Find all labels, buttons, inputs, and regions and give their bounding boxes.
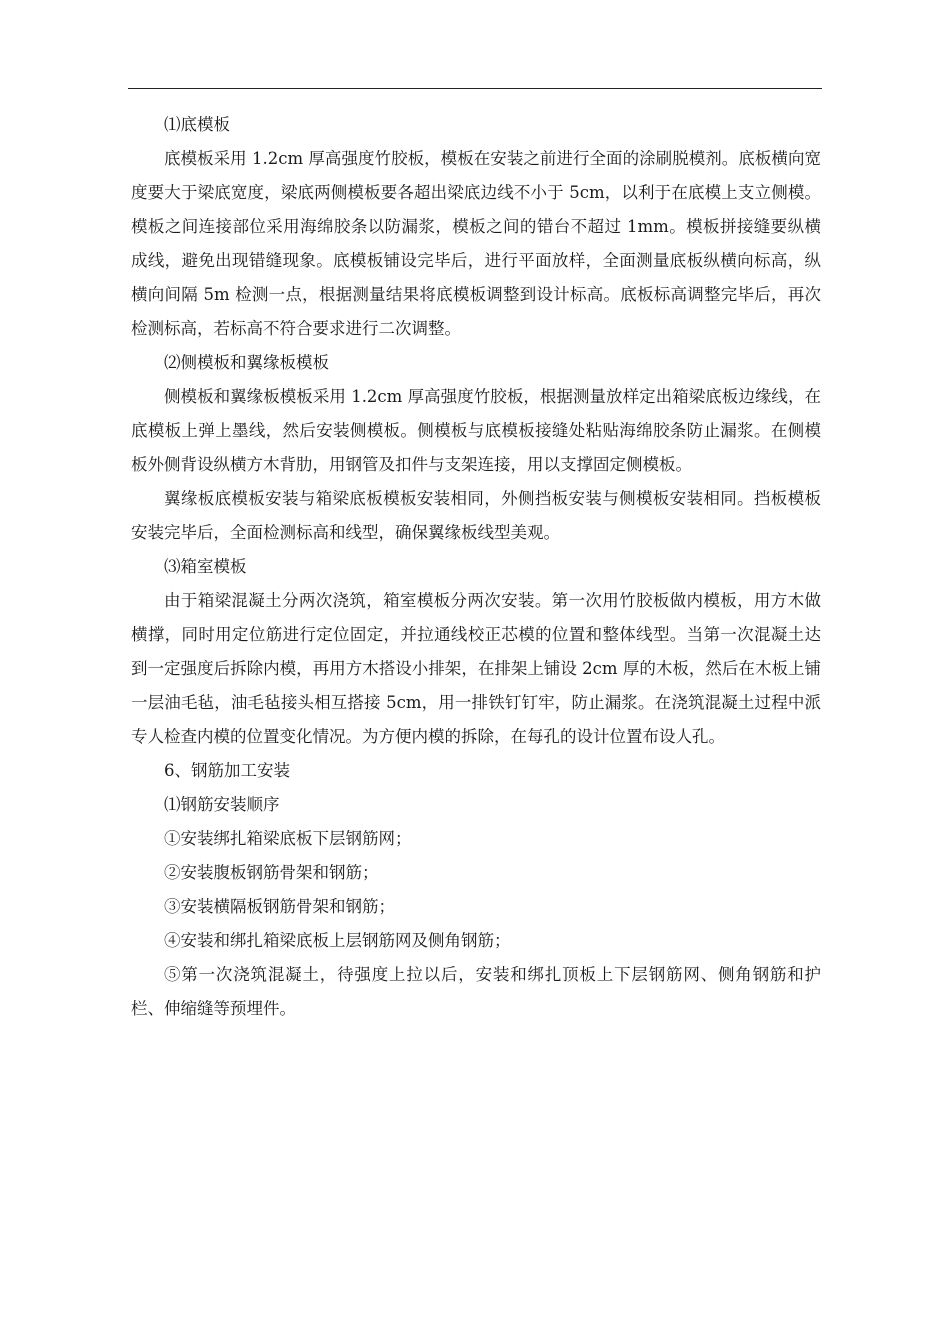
section-heading-side-formwork: ⑵侧模板和翼缘板模板	[164, 353, 329, 372]
rebar-step-5: ⑤第一次浇筑混凝土，待强度上拉以后，安装和绑扎顶板上下层钢筋网、侧角钢筋和护栏、伸缩缝等预埋件。	[131, 965, 821, 1018]
paragraph-bottom-formwork: 底模板采用 1.2cm 厚高强度竹胶板，模板在安装之前进行全面的涂刷脱模剂。底板横向宽度要大于梁底宽度，梁底两侧模板要各超出梁底边线不小于 5cm，以利于在底模上支立侧模。模板之间连接部位采用海绵胶条以防漏浆，模板之间的错台不超过 1mm。模板拼接缝要纵横成线，避免出现错缝现象。底模板铺设完毕后，进行平面放样，全面测量底板纵横向标高，纵横向间隔 5m 检测一点，根据测量结果将底模板调整到设计标高。底板标高调整完毕后，再次检测标高，若标高不符合要求进行二次调整。	[131, 149, 821, 338]
document-body	[131, 108, 821, 1026]
rebar-step-2: ②安装腹板钢筋骨架和钢筋；	[164, 863, 379, 882]
paragraph-flange-formwork: 翼缘板底模板安装与箱梁底板模板安装相同，外侧挡板安装与侧模板安装相同。挡板模板安装完毕后，全面检测标高和线型，确保翼缘板线型美观。	[131, 489, 821, 542]
subheading-rebar-order: ⑴钢筋安装顺序	[164, 795, 280, 814]
rebar-step-1: ①安装绑扎箱梁底板下层钢筋网；	[164, 829, 412, 848]
section-heading-rebar: 6、钢筋加工安装	[164, 761, 290, 780]
section-heading-box-chamber-formwork: ⑶箱室模板	[164, 557, 247, 576]
header-rule	[128, 88, 822, 89]
rebar-step-3: ③安装横隔板钢筋骨架和钢筋；	[164, 897, 395, 916]
rebar-step-4: ④安装和绑扎箱梁底板上层钢筋网及侧角钢筋；	[164, 931, 511, 950]
section-heading-bottom-formwork: ⑴底模板	[164, 115, 230, 134]
paragraph-box-chamber-formwork: 由于箱梁混凝土分两次浇筑，箱室模板分两次安装。第一次用竹胶板做内模板，用方木做横撑，同时用定位筋进行定位固定，并拉通线校正芯模的位置和整体线型。当第一次混凝土达到一定强度后拆除内模，再用方木搭设小排架，在排架上铺设 2cm 厚的木板，然后在木板上铺一层油毛毡，油毛毡接头相互搭接 5cm，用一排铁钉钉牢，防止漏浆。在浇筑混凝土过程中派专人检查内模的位置变化情况。为方便内模的拆除，在每孔的设计位置布设人孔。	[131, 591, 821, 746]
paragraph-side-formwork: 侧模板和翼缘板模板采用 1.2cm 厚高强度竹胶板，根据测量放样定出箱梁底板边缘线，在底模板上弹上墨线，然后安装侧模板。侧模板与底模板接缝处粘贴海绵胶条防止漏浆。在侧模板外侧背设纵横方木背肋，用钢管及扣件与支架连接，用以支撑固定侧模板。	[131, 387, 821, 474]
